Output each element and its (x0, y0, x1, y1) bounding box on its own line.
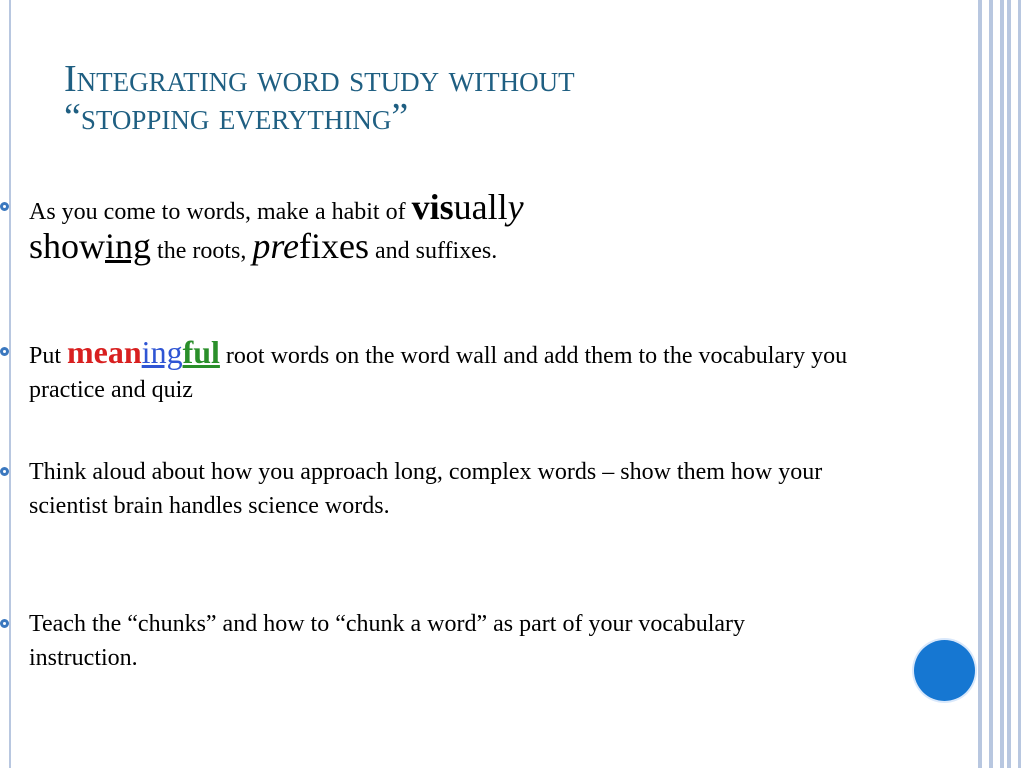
bullet-text (29, 335, 849, 407)
emphasized-word-part: y (507, 187, 524, 227)
slide-title (64, 60, 944, 136)
bullet-text-part: and suffixes. (369, 238, 498, 264)
slide-left-border (9, 0, 11, 768)
bullet-text-part: the roots, (151, 238, 253, 264)
bullet-text-part: Put (29, 343, 68, 369)
bullet-circle-icon (0, 202, 9, 211)
bullet-text: Teach the “chunks” and how to “chunk a word” as part of your vocabulary instruction. (29, 611, 746, 671)
right-border-stripe (989, 0, 993, 768)
right-border-stripe (1000, 0, 1004, 768)
bullet-circle-icon (0, 467, 9, 476)
slide-right-border-group (976, 0, 1024, 768)
emphasized-word-part: uall (453, 187, 508, 227)
highlighted-word-part: ing (141, 334, 183, 370)
emphasized-word-part: fixes (299, 226, 369, 266)
emphasized-word-part: vis (411, 187, 454, 227)
right-border-stripe (1018, 0, 1021, 768)
right-border-stripe (978, 0, 982, 768)
emphasized-word-part: ing (105, 226, 152, 266)
emphasized-word-part: show (29, 226, 106, 266)
bullet-text-part: root words on the word wall and add them to the vocabulary you practice and quiz (29, 343, 848, 403)
right-border-stripe (1007, 0, 1011, 768)
slide-title-line: “stopping everything” (64, 96, 409, 138)
bullet-text-part: As you come to words, make a habit of (29, 199, 412, 225)
decorative-circle (914, 640, 975, 701)
bullet-text (29, 187, 849, 268)
emphasized-word-part: pre (252, 226, 300, 266)
bullet-circle-icon (0, 619, 9, 628)
bullet-text: Think aloud about how you approach long, complex words – show them how your scientist brain handles science words. (29, 459, 823, 519)
highlighted-word-part: ful (182, 334, 220, 370)
slide-title-line: Integrating word study without (64, 58, 575, 100)
bullet-circle-icon (0, 347, 9, 356)
highlighted-word-part: mean (67, 334, 142, 370)
